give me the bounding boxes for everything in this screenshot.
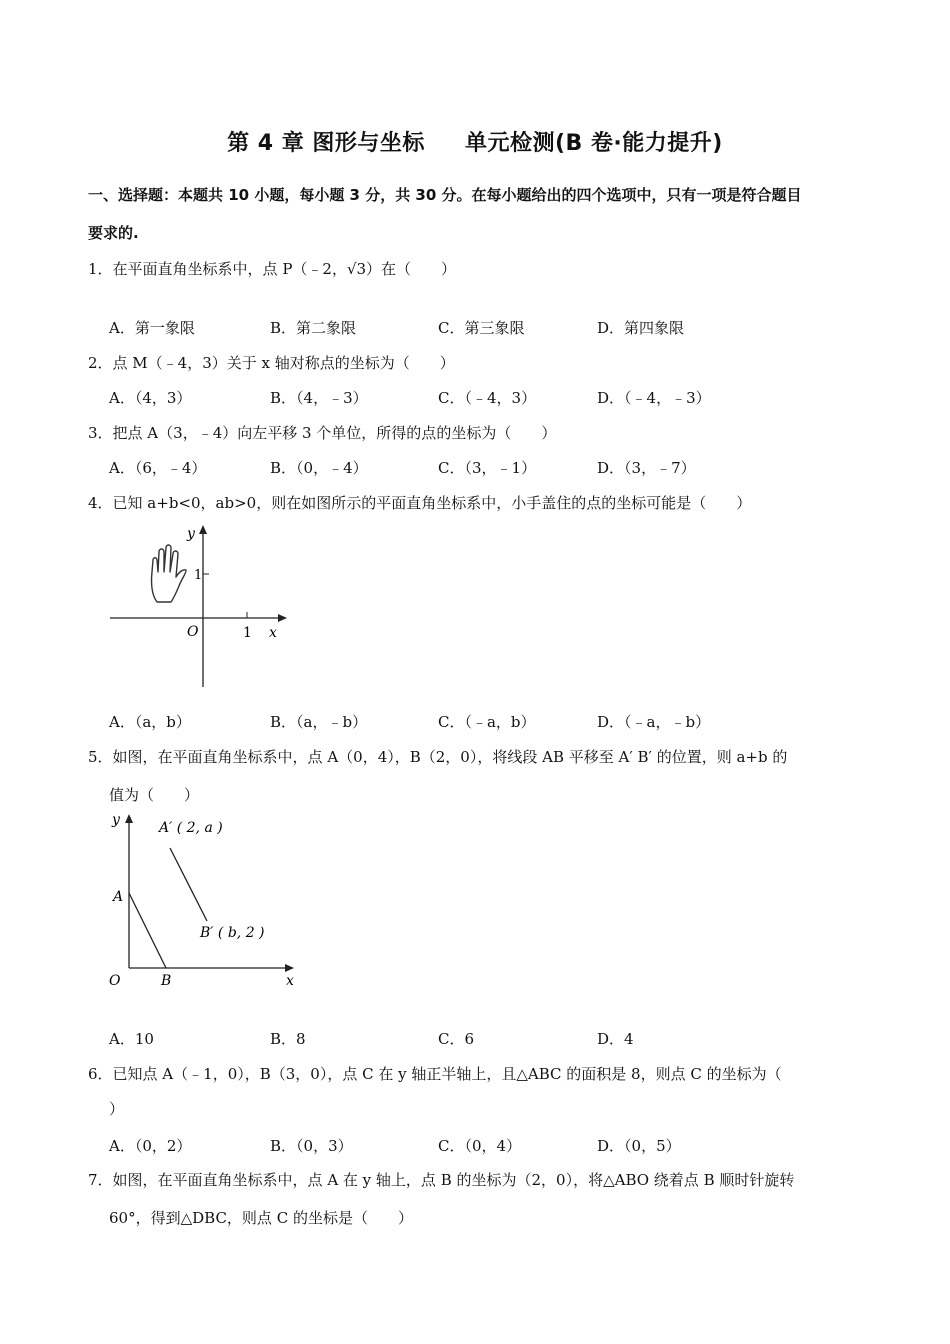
q4-option-d: D．（﹣a，﹣b） [597, 713, 711, 731]
q1-option-d: D．第四象限 [597, 319, 685, 337]
question-5-line-2: 值为（ ） [109, 786, 200, 804]
title-subtitle: 单元检测(B 卷·能力提升) [464, 131, 723, 156]
origin-label: O [187, 624, 199, 640]
y-axis-arrow-icon [199, 525, 207, 534]
section-intro-line-2: 要求的. [88, 224, 139, 242]
question-1: 1．在平面直角坐标系中，点 P（﹣2，√3）在（ ） [88, 260, 457, 278]
q2-option-b: B．（4，﹣3） [270, 389, 368, 407]
q6-option-b: B．（0，3） [270, 1137, 353, 1155]
segment-ab [129, 893, 166, 968]
y-axis-arrow-icon [125, 814, 133, 823]
x-label: x [269, 625, 277, 641]
question-6-line-1: 6．已知点 A（﹣1，0），B（3，0），点 C 在 y 轴正半轴上，且△ABC 的面积是 8，则点 C 的坐标为（ [88, 1065, 782, 1083]
point-b-label: B [161, 973, 172, 989]
q4-option-c: C．（﹣a，b） [438, 713, 536, 731]
title-chapter: 第 4 章 图形与坐标 [227, 131, 425, 156]
q3-option-b: B．（0，﹣4） [270, 459, 368, 477]
question-7-line-1: 7．如图，在平面直角坐标系中，点 A 在 y 轴上，点 B 的坐标为（2，0），将△ABO 绕着点 B 顺时针旋转 [88, 1171, 795, 1189]
q5-option-c: C．6 [438, 1030, 475, 1048]
q4-option-a: A．（a，b） [109, 713, 191, 731]
point-a-label: A [113, 889, 124, 905]
question-6-line-2: ） [109, 1100, 125, 1118]
q3-option-d: D．（3，﹣7） [597, 459, 696, 477]
origin-label: O [109, 973, 121, 989]
section-heading [88, 176, 868, 252]
figure-q5-translation [100, 808, 305, 993]
q6-option-d: D．（0，5） [597, 1137, 681, 1155]
q1-option-c: C．第三象限 [438, 319, 525, 337]
y-one-label: 1 [194, 568, 203, 583]
y-label: y [112, 812, 120, 828]
question-2: 2．点 M（﹣4，3）关于 x 轴对称点的坐标为（ ） [88, 354, 455, 372]
x-label: x [286, 973, 294, 989]
q2-option-a: A．（4，3） [109, 389, 192, 407]
question-5-line-1: 5．如图，在平面直角坐标系中，点 A（0，4），B（2，0），将线段 AB 平移至 A′ B′ 的位置，则 a+b 的 [88, 748, 788, 766]
hand-icon [152, 545, 187, 602]
q2-option-d: D．（﹣4，﹣3） [597, 389, 711, 407]
question-7-line-2: 60°，得到△DBC，则点 C 的坐标是（ ） [109, 1209, 413, 1227]
point-b-prime-label: B′ ( b, 2 ) [200, 925, 265, 941]
q6-option-a: A．（0，2） [109, 1137, 192, 1155]
q4-option-b: B．（a，﹣b） [270, 713, 368, 731]
q1-option-b: B．第二象限 [270, 319, 357, 337]
page-title [0, 126, 950, 157]
section-intro-line-1: 一、选择题：本题共 10 小题，每小题 3 分，共 30 分。在每小题给出的四个选项中，只有一项是符合题目 [88, 186, 802, 204]
y-label: y [187, 526, 195, 542]
q2-option-c: C．（﹣4，3） [438, 389, 537, 407]
question-3: 3．把点 A（3，﹣4）向左平移 3 个单位，所得的点的坐标为（ ） [88, 424, 557, 442]
q5-option-a: A．10 [109, 1030, 154, 1048]
q5-option-d: D．4 [597, 1030, 634, 1048]
figure-q4-axes [105, 522, 295, 692]
q6-option-c: C．（0，4） [438, 1137, 522, 1155]
q5-option-b: B．8 [270, 1030, 306, 1048]
segment-a-prime-b-prime [170, 848, 207, 921]
x-axis-arrow-icon [285, 964, 294, 972]
q3-option-c: C．（3，﹣1） [438, 459, 537, 477]
q1-option-a: A．第一象限 [109, 319, 195, 337]
x-one-label: 1 [243, 625, 252, 641]
q3-option-a: A．（6，﹣4） [109, 459, 207, 477]
question-4: 4．已知 a+b<0，ab>0，则在如图所示的平面直角坐标系中，小手盖住的点的坐标可能是（ ） [88, 494, 752, 512]
point-a-prime-label: A′ ( 2, a ) [159, 820, 223, 836]
x-axis-arrow-icon [278, 614, 287, 622]
